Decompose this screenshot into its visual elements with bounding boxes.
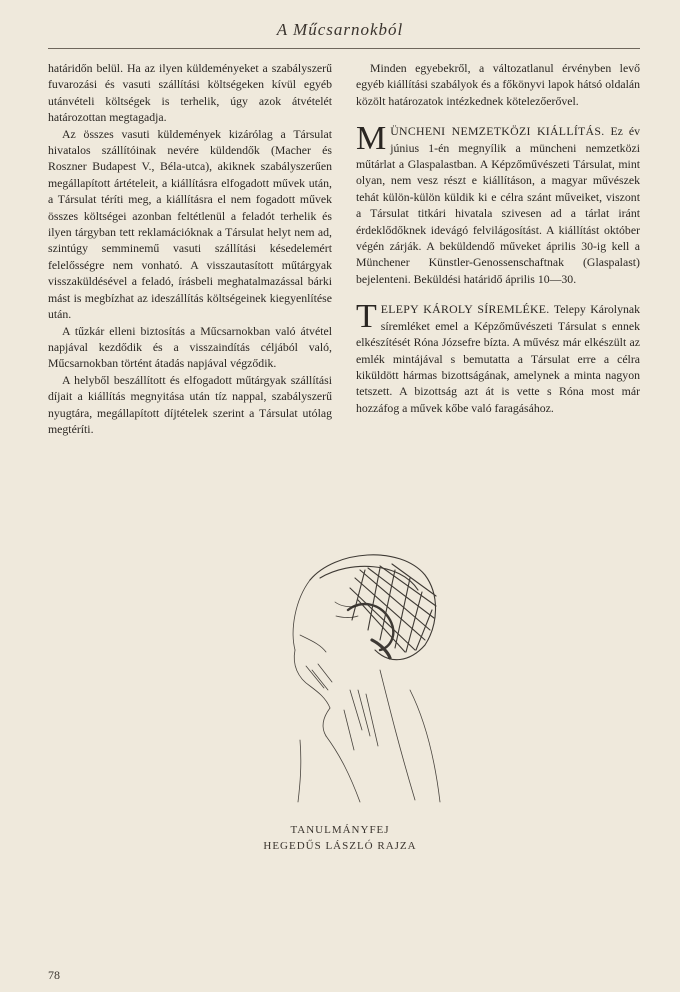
- news-munich-exhibition: [356, 120, 640, 287]
- dropcap-t: T: [356, 298, 377, 336]
- news-munich-body: Ez év június 1-én megnyílik a müncheni nemzetközi műtárlat a Glaspalastban. A Képzőművészeti Társulat, mint olyan, nem vesz részt e kiállításon, a magyar művészek tehát külön-külön küldik ki e célra szánt műveiket, viszont a Társulat titkári hivatala szivesen ad a tárlat iránt érdeklődőknek idevágó felvilágosítást. A kiállítást október végén zárják. A beküldendő műveket április 30-ig kell a Münchener Künstler-Genossenschaftnak (Glaspalast) bejelenteni. Beküldési határidő április 10—30.: [356, 124, 640, 286]
- caption-title: TANULMÁNYFEJ: [290, 824, 390, 836]
- caption-artist: HEGEDŰS LÁSZLÓ RAJZA: [263, 840, 417, 852]
- news-munich-heading: ÜNCHENI NEMZETKÖZI KIÁLLÍTÁS.: [390, 124, 605, 139]
- right-intro-paragraph: Minden egyebekről, a változatlanul érvényben levő egyéb kiállítási szabályok és a főkönyvi lapok hátsó oldalán közölt határozatok intézkednek kötelezőerővel.: [356, 61, 640, 108]
- news-telepy-heading: ELEPY KÁROLY SÍREMLÉKE.: [380, 302, 550, 317]
- portrait-sketch: [240, 540, 460, 810]
- right-column: [356, 60, 640, 416]
- header-rule: [48, 48, 640, 49]
- illustration-caption: [0, 822, 680, 854]
- left-column: [48, 60, 332, 437]
- left-paragraph-3: A tűzkár elleni biztosítás a Műcsarnokban való átvétel napjával kezdődik és a visszaindítás céljából való, Műcsarnokban történt átadás napjával végződik.: [48, 323, 332, 371]
- running-title: A Műcsarnokból: [276, 20, 404, 39]
- left-paragraph-4: A helyből beszállított és elfogadott műtárgyak szállítási díjait a kiállítás megnyitása után tíz nappal, szabályszerű nyugtára, megállapított díjtételek szerint a Társulat utólag megtéríti.: [48, 372, 332, 436]
- news-telepy-monument: [356, 298, 641, 416]
- left-paragraph-2: Az összes vasuti küldemények kizárólag a Társulat hivatalos szállítóinak nevére küldendők (Macher és Roszner Budapest V., Béla-utca), akiknek szabályszerűen megállapított ártételeit, a kiállításra elfogadott művek után, a Társulat téríti meg, a kiállításra el nem fogadott művek összes költségei azonban feltétlenül a feladót terhelik és ilyen tárgyban tett reklamációknak a Társulat helyt nem ad, szintúgy semminemű vasuti szállítási késedelemért felelősségre nem vonható. A visszautasított műtárgyak visszaküldésével a feladó, írásbeli meghatalmazással bárki mást is megbízhat az ideszállítás költségeinek kiegyenlítése után.: [48, 126, 332, 322]
- news-telepy-body: Telepy Károlynak síremléket emel a Képzőművészeti Társulat s ennek elkészítését Róna Józsefre bízta. A művész már elkészült az emlék mintájával s bemutatta a Társulat erre a célra kiküldött hármas bizottságának, amelynek a minta nagyon tetszett. A bizottság azt át is vette s Róna most már hozzáfog a művek kőbe való faragásához.: [356, 302, 641, 415]
- sketch-hair: [310, 555, 436, 660]
- page-number: 78: [48, 968, 60, 982]
- dropcap-m: M: [356, 120, 387, 158]
- sketch-face: [293, 580, 358, 736]
- left-paragraph-1: határidőn belül. Ha az ilyen küldeményeket a szabályszerű fuvarozási és vasuti szállítási költségeken kívül egyéb utánvételi költségek is terhelik, úgy azok átvételét határozottan megtagadja.: [48, 61, 332, 125]
- sketch-neck: [298, 670, 440, 802]
